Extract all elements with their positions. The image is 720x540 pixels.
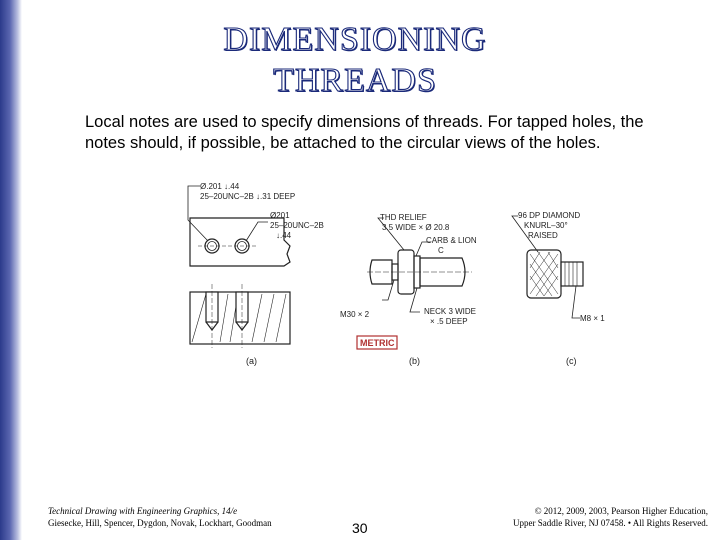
slide-title-line-2: THREADS xyxy=(273,62,437,99)
note-b-carb-line-2: C xyxy=(438,246,444,255)
note-b-neck-line-2: × .5 DEEP xyxy=(430,317,468,326)
footer-book-title: Technical Drawing with Engineering Graphics, 14/e xyxy=(48,506,238,516)
note-b-relief-line-1: THD RELIEF xyxy=(380,213,427,222)
note-a-2-line-1: Ø201 xyxy=(270,211,290,220)
caption-b: (b) xyxy=(409,356,420,366)
slide-title-line-1: DIMENSIONING xyxy=(223,21,487,58)
note-c-knurl-line-2: KNURL–30° xyxy=(524,221,568,230)
page-number: 30 xyxy=(352,520,368,536)
footer-authors: Giesecke, Hill, Spencer, Dygdon, Novak, Lockhart, Goodman xyxy=(48,518,272,528)
note-b-carb-line-1: CARB & LION xyxy=(426,236,477,245)
note-a-2-line-3: ↓.44 xyxy=(276,231,292,240)
note-c-knurl-line-1: 96 DP DIAMOND xyxy=(518,211,581,220)
footer-copyright xyxy=(513,505,708,529)
metric-badge: METRIC xyxy=(360,338,395,348)
thread-dimensioning-figure xyxy=(172,180,622,375)
note-b-neck-line-1: NECK 3 WIDE xyxy=(424,307,477,316)
footer-copyright-line-2: Upper Saddle River, NJ 07458. • All Rights Reserved. xyxy=(512,518,708,528)
note-c-m8: M8 × 1 xyxy=(580,314,605,323)
note-a-1-line-1: Ø.201 ↓.44 xyxy=(200,182,240,191)
note-b-relief-line-2: 3.5 WIDE × Ø 20.8 xyxy=(382,223,450,232)
note-a-1-line-2: 25–20UNC–2B ↓.31 DEEP xyxy=(200,192,296,201)
body-text: Local notes are used to specify dimensions of threads. For tapped holes, the notes should, if possible, be attached to the circular views of the holes. xyxy=(85,113,644,152)
note-b-m30: M30 × 2 xyxy=(340,310,370,319)
note-c-knurl-line-3: RAISED xyxy=(528,231,558,240)
caption-a: (a) xyxy=(246,356,257,366)
slide-sidebar-gradient xyxy=(0,0,22,540)
note-a-2-line-2: 25–20UNC–2B xyxy=(270,221,324,230)
figure-b xyxy=(367,218,472,312)
footer-book-info xyxy=(48,505,272,529)
threaded-stub xyxy=(561,262,583,286)
caption-c: (c) xyxy=(566,356,577,366)
footer-copyright-line-1: © 2012, 2009, 2003, Pearson Higher Education, xyxy=(534,506,708,516)
